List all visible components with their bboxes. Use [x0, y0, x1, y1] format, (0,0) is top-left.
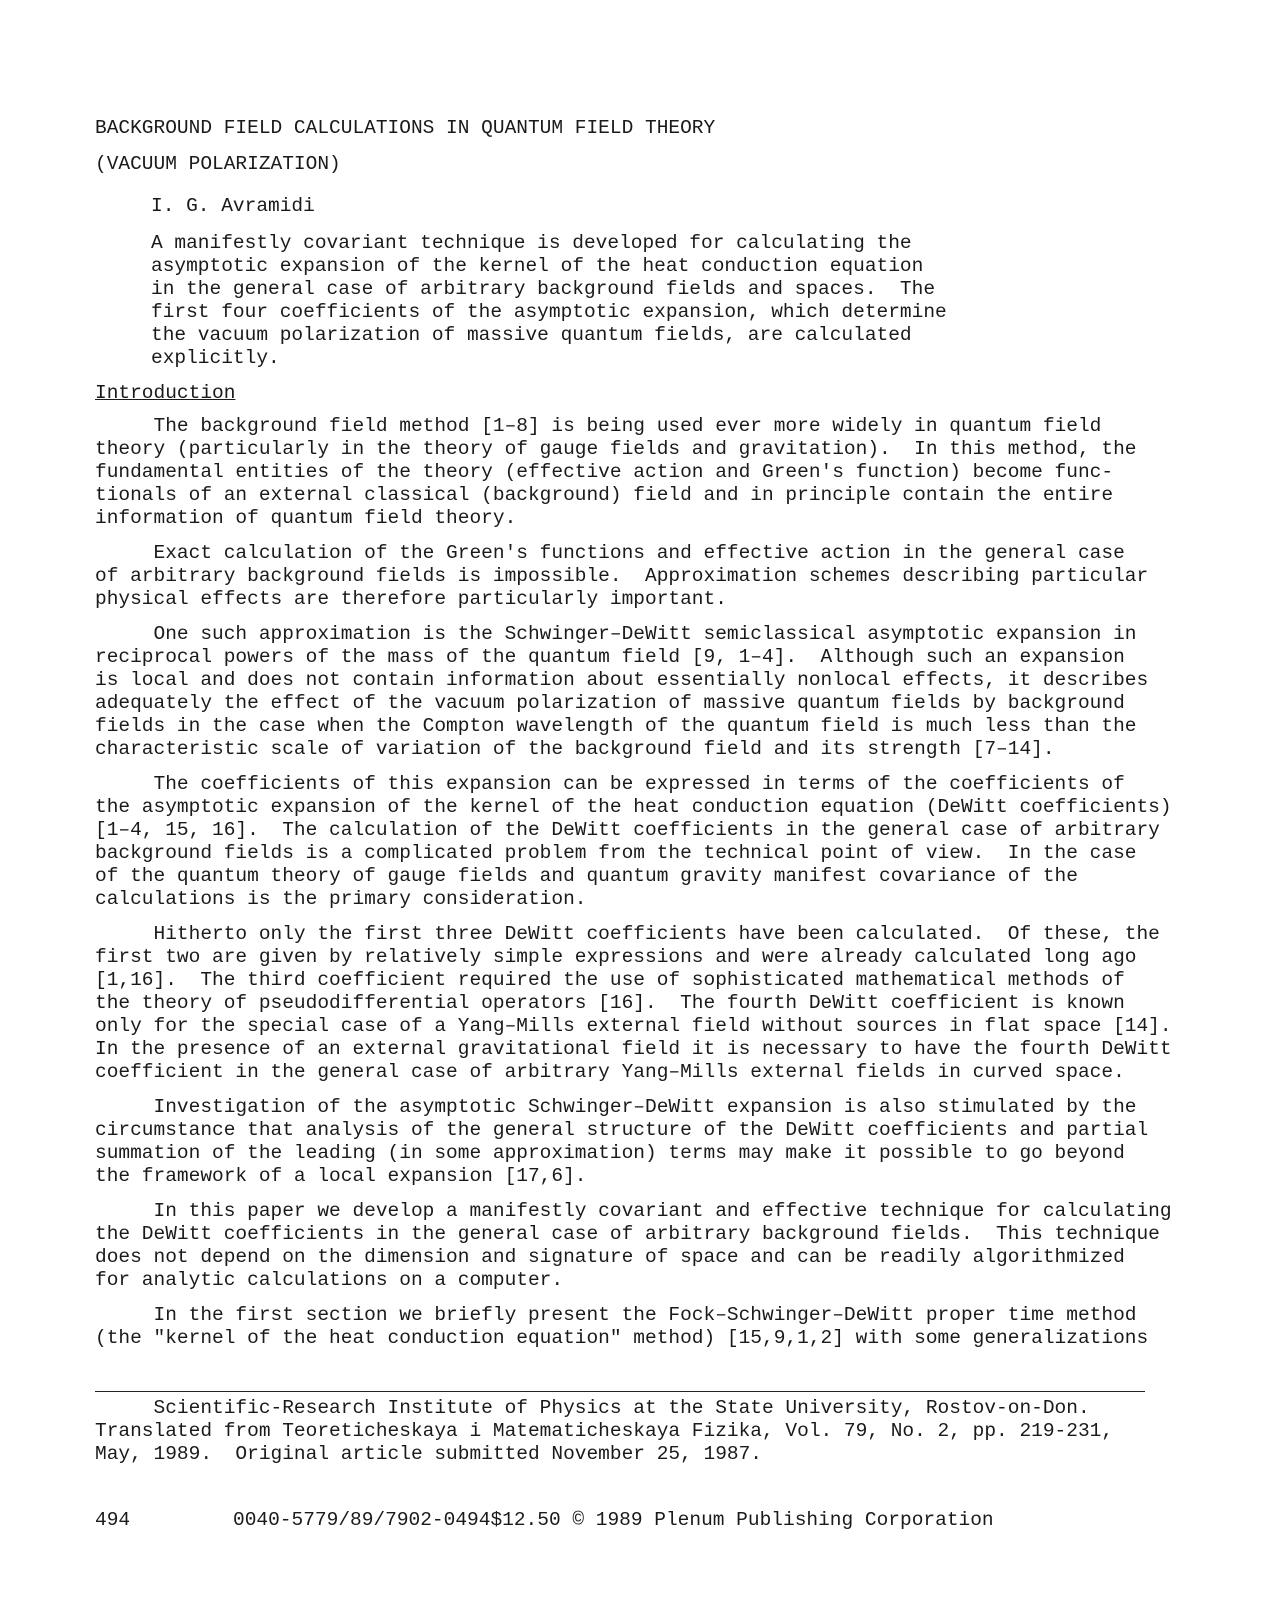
text-line: [1–4, 15, 16]. The calculation of the DeWitt coefficients in the general case of arbitrary [95, 819, 1160, 841]
section-heading-introduction: Introduction [95, 382, 236, 404]
text-line: is local and does not contain information about essentially nonlocal effects, it describes [95, 669, 1149, 691]
text-line: (the "kernel of the heat conduction equation" method) [15,9,1,2] with some generalizations [95, 1327, 1149, 1349]
text-line: circumstance that analysis of the general structure of the DeWitt coefficients and partial [95, 1119, 1149, 1141]
paragraph [95, 623, 1155, 761]
page-footer [95, 1509, 994, 1532]
paragraph [95, 923, 1172, 1084]
text-line: first two are given by relatively simple expressions and were already calculated long ago [95, 946, 1137, 968]
text-line: In this paper we develop a manifestly covariant and effective technique for calculating [95, 1200, 1172, 1222]
text-line: Exact calculation of the Green's functions and effective action in the general case [95, 542, 1125, 564]
text-line: does not depend on the dimension and signature of space and can be readily algorithmized [95, 1246, 1125, 1268]
text-line: of arbitrary background fields is impossible. Approximation schemes describing particular [95, 565, 1149, 587]
text-line: The background field method [1–8] is being used ever more widely in quantum field [95, 415, 1102, 437]
text-line: calculations is the primary consideration. [95, 888, 587, 910]
text-line: fields in the case when the Compton wavelength of the quantum field is much less than the [95, 715, 1137, 737]
footnote-line: Scientific-Research Institute of Physics at the State University, Rostov-on-Don. [95, 1397, 1090, 1419]
body-text [95, 415, 1172, 1350]
abstract-line: in the general case of arbitrary background fields and spaces. The [151, 278, 936, 300]
text-line: summation of the leading (in some approximation) terms may make it possible to go beyond [95, 1142, 1125, 1164]
text-line: One such approximation is the Schwinger–DeWitt semiclassical asymptotic expansion in [95, 623, 1137, 645]
text-line: coefficient in the general case of arbitrary Yang–Mills external fields in curved space. [95, 1061, 1125, 1083]
article-page [95, 110, 1172, 1350]
title-line-2: (VACUUM POLARIZATION) [95, 153, 341, 175]
text-line: theory (particularly in the theory of gauge fields and gravitation). In this method, the [95, 438, 1137, 460]
footnote [95, 1397, 1155, 1466]
text-line: the DeWitt coefficients in the general case of arbitrary background fields. This technique [95, 1223, 1160, 1245]
abstract-line: A manifestly covariant technique is developed for calculating the [151, 232, 912, 254]
paragraph [95, 773, 1172, 911]
paragraph [95, 1304, 1155, 1350]
text-line: information of quantum field theory. [95, 507, 517, 529]
text-line: adequately the effect of the vacuum polarization of massive quantum fields by background [95, 692, 1125, 714]
paragraph [95, 415, 1155, 530]
text-line: tionals of an external classical (background) field and in principle contain the entire [95, 484, 1114, 506]
title-line-1: BACKGROUND FIELD CALCULATIONS IN QUANTUM FIELD THEORY [95, 117, 716, 139]
text-line: reciprocal powers of the mass of the quantum field [9, 1–4]. Although such an expansion [95, 646, 1125, 668]
abstract-line: asymptotic expansion of the kernel of the heat conduction equation [151, 255, 924, 277]
text-line: characteristic scale of variation of the background field and its strength [7–14]. [95, 738, 1055, 760]
abstract-line: explicitly. [151, 347, 280, 369]
text-line: Investigation of the asymptotic Schwinger–DeWitt expansion is also stimulated by the [95, 1096, 1137, 1118]
text-line: background fields is a complicated problem from the technical point of view. In the case [95, 842, 1137, 864]
article-title [95, 110, 1155, 182]
paragraph [95, 1096, 1155, 1188]
paragraph [95, 542, 1155, 611]
text-line: only for the special case of a Yang–Mills external field without sources in flat space [14]. [95, 1015, 1172, 1037]
text-line: The coefficients of this expansion can be expressed in terms of the coefficients of [95, 773, 1125, 795]
text-line: fundamental entities of the theory (effective action and Green's function) become func- [95, 461, 1114, 483]
abstract-line: first four coefficients of the asymptotic expansion, which determine [151, 301, 947, 323]
text-line: the theory of pseudodifferential operators [16]. The fourth DeWitt coefficient is known [95, 992, 1125, 1014]
text-line: physical effects are therefore particularly important. [95, 588, 727, 610]
text-line: for analytic calculations on a computer. [95, 1269, 564, 1291]
footnote-line: Translated from Teoreticheskaya i Matematicheskaya Fizika, Vol. 79, No. 2, pp. 219-231, [95, 1420, 1114, 1442]
text-line: of the quantum theory of gauge fields and quantum gravity manifest covariance of the [95, 865, 1078, 887]
abstract [95, 232, 1155, 370]
text-line: In the first section we briefly present the Fock–Schwinger–DeWitt proper time method [95, 1304, 1137, 1326]
abstract-line: the vacuum polarization of massive quantum fields, are calculated [151, 324, 912, 346]
author-name: I. G. Avramidi [151, 195, 315, 217]
paragraph [95, 1200, 1172, 1292]
text-line: the framework of a local expansion [17,6]. [95, 1165, 587, 1187]
text-line: the asymptotic expansion of the kernel of the heat conduction equation (DeWitt coefficients) [95, 796, 1172, 818]
text-line: In the presence of an external gravitational field it is necessary to have the fourth DeWitt [95, 1038, 1172, 1060]
footnote-divider [95, 1391, 1145, 1392]
publication-citation: 0040-5779/89/7902-0494$12.50 © 1989 Plenum Publishing Corporation [233, 1509, 994, 1531]
text-line: Hitherto only the first three DeWitt coefficients have been calculated. Of these, the [95, 923, 1160, 945]
text-line: [1,16]. The third coefficient required the use of sophisticated mathematical methods of [95, 969, 1125, 991]
page-number: 494 [95, 1509, 131, 1531]
footnote-line: May, 1989. Original article submitted November 25, 1987. [95, 1443, 763, 1465]
